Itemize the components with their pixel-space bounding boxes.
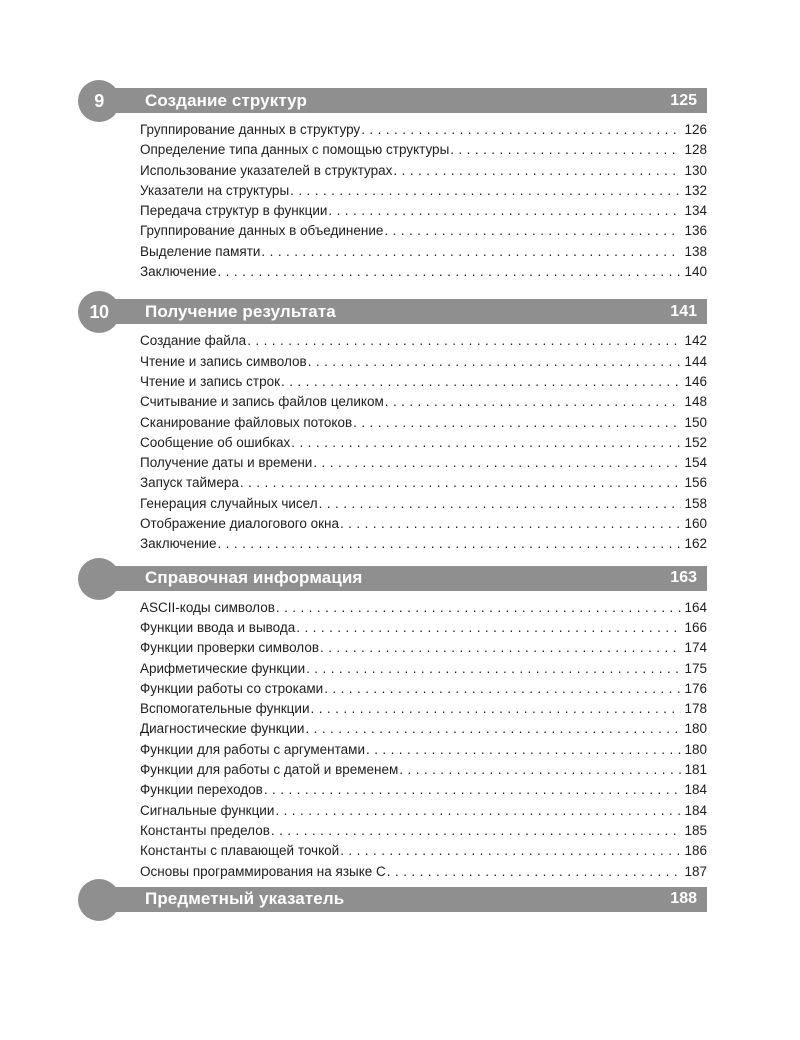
entry-title: Получение даты и времени bbox=[140, 455, 313, 471]
toc-entry bbox=[140, 262, 707, 282]
dot-leader bbox=[271, 821, 682, 841]
toc-entry bbox=[140, 598, 707, 618]
entry-title: Константы пределов bbox=[140, 822, 270, 838]
toc-section bbox=[0, 80, 800, 282]
entry-title: Передача структур в функции bbox=[140, 203, 328, 219]
entry-page-number: 128 bbox=[684, 142, 707, 158]
dot-leader bbox=[366, 740, 681, 760]
dot-leader bbox=[393, 161, 681, 181]
entry-page-number: 150 bbox=[684, 414, 707, 430]
entries-list bbox=[140, 120, 707, 282]
section-header bbox=[78, 558, 707, 600]
dot-leader bbox=[311, 699, 682, 719]
entry-page-number: 181 bbox=[684, 762, 707, 778]
entry-title: Использование указателей в структурах bbox=[140, 162, 393, 178]
entry-page-number: 160 bbox=[684, 516, 707, 532]
entry-title: Функции работы со строками bbox=[140, 680, 324, 696]
entry-title: Сигнальные функции bbox=[140, 802, 275, 818]
entry-page-number: 174 bbox=[684, 640, 707, 656]
entry-title: Заключение bbox=[140, 264, 217, 280]
toc-section bbox=[0, 558, 800, 882]
toc-entry bbox=[140, 242, 707, 262]
entry-page-number: 162 bbox=[684, 536, 707, 552]
toc-entry bbox=[140, 841, 707, 861]
entry-page-number: 144 bbox=[684, 353, 707, 369]
toc-entry bbox=[140, 719, 707, 739]
toc-entry bbox=[140, 453, 707, 473]
entry-page-number: 185 bbox=[684, 822, 707, 838]
toc-entry bbox=[140, 659, 707, 679]
toc-entry bbox=[140, 201, 707, 221]
dot-leader bbox=[240, 473, 682, 493]
entry-title: Функции для работы с аргументами bbox=[140, 741, 365, 757]
section-header bbox=[78, 879, 707, 921]
entry-page-number: 126 bbox=[684, 122, 707, 137]
entry-page-number: 176 bbox=[684, 680, 707, 696]
toc-entry bbox=[140, 392, 707, 412]
entry-title: Группирование данных в объединение bbox=[140, 223, 384, 239]
dot-leader bbox=[353, 413, 681, 433]
dot-leader bbox=[264, 780, 682, 800]
entry-title: Сообщение об ошибках bbox=[140, 434, 291, 450]
entry-page-number: 180 bbox=[684, 721, 707, 737]
entry-page-number: 130 bbox=[684, 162, 707, 178]
section-header-bar bbox=[102, 88, 707, 113]
toc-entry bbox=[140, 181, 707, 201]
dot-leader bbox=[324, 679, 681, 699]
dot-leader bbox=[399, 760, 681, 780]
entry-title: Группирование данных в структуру bbox=[140, 122, 361, 137]
entry-page-number: 178 bbox=[684, 701, 707, 717]
toc-entry bbox=[140, 433, 707, 453]
entry-title: Арифметические функции bbox=[140, 660, 306, 676]
toc-entry bbox=[140, 780, 707, 800]
entry-page-number: 180 bbox=[684, 741, 707, 757]
chapter-number: 10 bbox=[89, 301, 109, 322]
dot-leader bbox=[217, 534, 681, 554]
entry-title: Чтение и запись символов bbox=[140, 353, 307, 369]
toc-entry bbox=[140, 514, 707, 534]
entry-page-number: 136 bbox=[684, 223, 707, 239]
entry-page-number: 134 bbox=[684, 203, 707, 219]
toc-entry bbox=[140, 120, 707, 140]
section-header-bar bbox=[102, 887, 707, 912]
dot-leader bbox=[361, 120, 681, 140]
toc-entry bbox=[140, 413, 707, 433]
toc-entry bbox=[140, 161, 707, 181]
toc-entry bbox=[140, 494, 707, 514]
chapter-number-circle bbox=[78, 80, 120, 122]
toc-entry bbox=[140, 140, 707, 160]
entry-title: Указатели на структуры bbox=[140, 182, 290, 198]
toc-entry bbox=[140, 221, 707, 241]
entry-title: Выделение памяти bbox=[140, 243, 261, 259]
toc-entry bbox=[140, 679, 707, 699]
chapter-number-circle bbox=[78, 879, 120, 921]
dot-leader bbox=[261, 242, 681, 262]
entry-page-number: 164 bbox=[684, 599, 707, 615]
entry-page-number: 166 bbox=[684, 619, 707, 635]
chapter-number: 9 bbox=[94, 90, 104, 111]
entry-title: Отображение диалогового окна bbox=[140, 516, 339, 532]
dot-leader bbox=[275, 801, 681, 821]
section-title: Получение результата bbox=[145, 301, 336, 321]
section-header bbox=[78, 80, 707, 122]
section-page-number: 188 bbox=[670, 890, 697, 908]
entry-page-number: 184 bbox=[684, 802, 707, 818]
entry-title: Генерация случайных чисел bbox=[140, 495, 318, 511]
entries-list bbox=[140, 598, 707, 882]
entry-page-number: 154 bbox=[684, 455, 707, 471]
entry-page-number: 175 bbox=[684, 660, 707, 676]
dot-leader bbox=[328, 201, 681, 221]
dot-leader bbox=[384, 221, 681, 241]
entries-list bbox=[140, 331, 707, 554]
entry-title: ASCII-коды символов bbox=[140, 599, 275, 615]
entry-title: Считывание и запись файлов целиком bbox=[140, 394, 384, 410]
section-page-number: 125 bbox=[670, 91, 697, 109]
entry-title: Функции проверки символов bbox=[140, 640, 320, 656]
toc-entry bbox=[140, 473, 707, 493]
section-header bbox=[78, 291, 707, 333]
toc-entry bbox=[140, 331, 707, 351]
dot-leader bbox=[305, 719, 681, 739]
entry-title: Функции ввода и вывода bbox=[140, 619, 296, 635]
entry-title: Константы с плавающей точкой bbox=[140, 843, 340, 859]
entry-title: Функции для работы с датой и временем bbox=[140, 762, 399, 778]
entry-page-number: 152 bbox=[684, 434, 707, 450]
entry-page-number: 132 bbox=[684, 182, 707, 198]
toc-entry bbox=[140, 699, 707, 719]
toc-entry bbox=[140, 740, 707, 760]
dot-leader bbox=[313, 453, 681, 473]
toc-entry bbox=[140, 372, 707, 392]
toc-entry bbox=[140, 534, 707, 554]
dot-leader bbox=[296, 618, 681, 638]
entry-page-number: 148 bbox=[684, 394, 707, 410]
section-page-number: 141 bbox=[670, 302, 697, 320]
dot-leader bbox=[281, 372, 681, 392]
entry-title: Запуск таймера bbox=[140, 475, 239, 491]
section-page-number: 163 bbox=[670, 569, 697, 587]
section-header-bar bbox=[102, 566, 707, 591]
toc-sections bbox=[0, 80, 800, 921]
toc-entry bbox=[140, 760, 707, 780]
dot-leader bbox=[450, 140, 681, 160]
dot-leader bbox=[306, 659, 681, 679]
entry-title: Основы программирования на языке C bbox=[140, 863, 386, 879]
entry-page-number: 138 bbox=[684, 243, 707, 259]
entry-page-number: 184 bbox=[684, 782, 707, 798]
toc-section bbox=[0, 879, 800, 921]
section-title: Справочная информация bbox=[145, 568, 363, 588]
section-header-bar bbox=[102, 299, 707, 324]
section-title: Предметный указатель bbox=[145, 889, 345, 909]
entry-title: Диагностические функции bbox=[140, 721, 305, 737]
section-title: Создание структур bbox=[145, 90, 307, 110]
entry-title: Чтение и запись строк bbox=[140, 373, 281, 389]
dot-leader bbox=[320, 638, 681, 658]
entry-page-number: 146 bbox=[684, 373, 707, 389]
entry-title: Заключение bbox=[140, 536, 217, 552]
dot-leader bbox=[340, 841, 681, 861]
entry-title: Функции переходов bbox=[140, 782, 263, 798]
entry-page-number: 142 bbox=[684, 333, 707, 349]
entry-title: Сканирование файловых потоков bbox=[140, 414, 353, 430]
toc-entry bbox=[140, 618, 707, 638]
dot-leader bbox=[290, 181, 681, 201]
entry-page-number: 186 bbox=[684, 843, 707, 859]
chapter-number-circle bbox=[78, 291, 120, 333]
entry-page-number: 140 bbox=[684, 264, 707, 280]
toc-section bbox=[0, 291, 800, 554]
entry-title: Определение типа данных с помощью структуры bbox=[140, 142, 450, 158]
toc-entry bbox=[140, 821, 707, 841]
dot-leader bbox=[291, 433, 681, 453]
chapter-number-circle bbox=[78, 558, 120, 600]
dot-leader bbox=[217, 262, 681, 282]
dot-leader bbox=[276, 598, 682, 618]
toc-entry bbox=[140, 801, 707, 821]
entry-title: Вспомогательные функции bbox=[140, 701, 310, 717]
entry-title: Создание файла bbox=[140, 333, 247, 349]
entry-page-number: 158 bbox=[684, 495, 707, 511]
entry-page-number: 156 bbox=[684, 475, 707, 491]
dot-leader bbox=[247, 331, 681, 351]
entry-page-number: 187 bbox=[684, 863, 707, 879]
dot-leader bbox=[385, 392, 682, 412]
toc-entry bbox=[140, 352, 707, 372]
dot-leader bbox=[319, 494, 682, 514]
dot-leader bbox=[340, 514, 681, 534]
toc-entry bbox=[140, 638, 707, 658]
dot-leader bbox=[308, 352, 682, 372]
